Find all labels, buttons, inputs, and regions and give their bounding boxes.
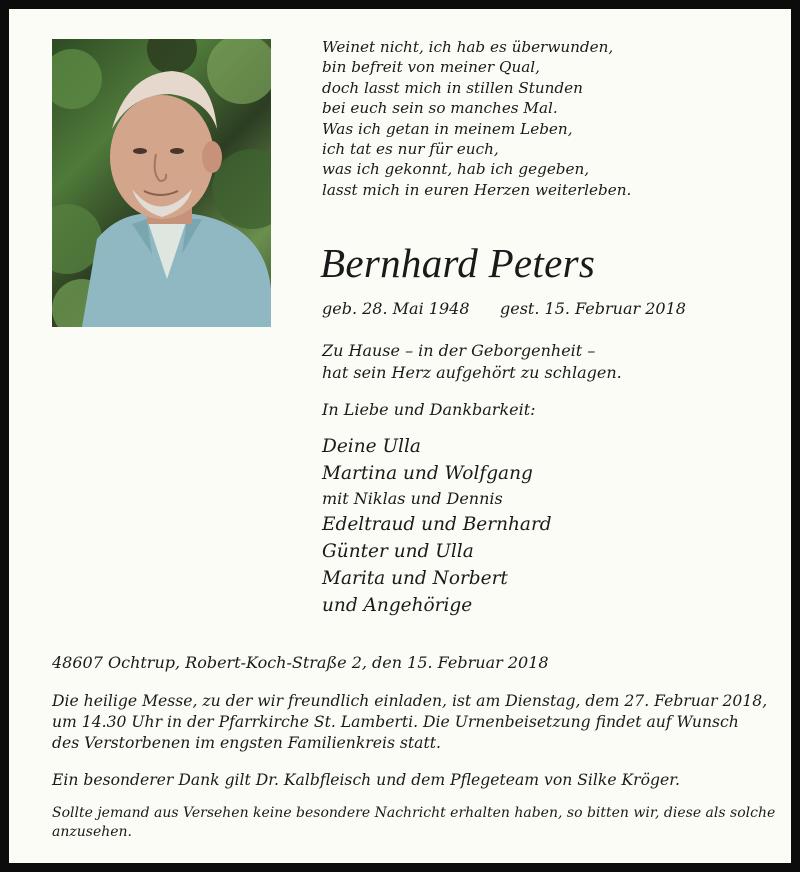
home-text-line: Zu Hause – in der Geborgenheit –: [322, 341, 596, 360]
death-date: gest. 15. Februar 2018: [500, 299, 686, 318]
mourner: Deine Ulla: [322, 436, 421, 457]
home-text-line: hat sein Herz aufgehört zu schlagen.: [322, 363, 622, 382]
love-line: In Liebe und Dankbarkeit:: [322, 400, 536, 419]
life-dates: [322, 298, 686, 320]
poem: [322, 37, 762, 200]
portrait-illustration: [52, 39, 271, 327]
obituary-sheet: [9, 9, 791, 863]
thanks-line: Ein besonderer Dank gilt Dr. Kalbfleisch und dem Pflegeteam von Silke Kröger.: [52, 771, 680, 789]
mourner: Edeltraud und Bernhard: [322, 514, 552, 535]
poem-line: ich tat es nur für euch,: [322, 140, 499, 159]
notice-text: [52, 804, 775, 842]
mourner: Martina und Wolfgang: [322, 463, 533, 484]
poem-line: Weinet nicht, ich hab es überwunden,: [322, 38, 614, 56]
poem-line: bei euch sein so manches Mal.: [322, 99, 558, 118]
home-text: [322, 340, 622, 384]
mourner: und Angehörige: [322, 595, 473, 616]
mourner: mit Niklas und Dennis: [322, 489, 503, 508]
notice-line: anzusehen.: [52, 824, 132, 840]
mourner: Günter und Ulla: [322, 541, 474, 562]
poem-line: Was ich getan in meinem Leben,: [322, 119, 573, 138]
mass-line: Die heilige Messe, zu der wir freundlich einladen, ist am Dienstag, dem 27. Februar 2018,: [52, 692, 768, 710]
mourners-list: [322, 433, 552, 619]
deceased-name: Bernhard Peters: [320, 240, 596, 286]
notice-line: Sollte jemand aus Versehen keine besondere Nachricht erhalten haben, so bitten wir, diese als solche: [52, 805, 776, 821]
mass-line: um 14.30 Uhr in der Pfarrkirche St. Lamberti. Die Urnenbeisetzung findet auf Wunsch: [52, 713, 739, 731]
poem-line: bin befreit von meiner Qual,: [322, 58, 540, 77]
mourner: Marita und Norbert: [322, 568, 508, 589]
birth-date: geb. 28. Mai 1948: [322, 299, 470, 318]
poem-line: doch lasst mich in stillen Stunden: [322, 78, 583, 97]
mass-line: des Verstorbenen im engsten Familienkreis statt.: [52, 734, 441, 752]
poem-line: was ich gekonnt, hab ich gegeben,: [322, 160, 590, 179]
mass-announcement: [52, 691, 767, 754]
address-line: 48607 Ochtrup, Robert-Koch-Straße 2, den 15. Februar 2018: [52, 653, 549, 672]
portrait-photo: [52, 39, 271, 327]
poem-line: lasst mich in euren Herzen weiterleben.: [322, 180, 632, 199]
